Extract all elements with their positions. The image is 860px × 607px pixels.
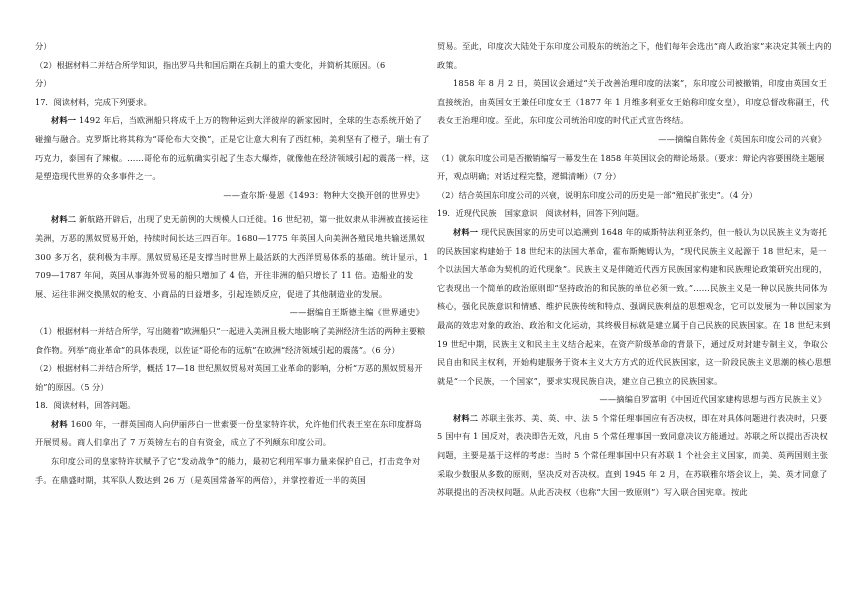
material-19-1: [437, 223, 832, 390]
material-label: 材料二: [453, 412, 479, 423]
source-citation: ——摘编自陈传金《英国东印度公司的兴衰》: [658, 133, 826, 144]
question-17-1: （1）根据材料一并结合所学，写出随着“欧洲船只”一起进入美洲且极大地影响了美洲经济生活的两种主要粮食作物。列举“商业革命”的具体表现，以佐证“哥伦布的远航”在欧洲“经济领域引起的震荡”。（6 分）: [35, 325, 426, 355]
question-17-2: （2）根据材料二并结合所学，概括 17—18 世纪黑奴贸易对英国工业革命的影响，分析“万恶的黑奴贸易开始”的原因。（5 分）: [35, 363, 423, 392]
material-19-2: [437, 409, 832, 502]
material-text: 苏联主张苏、美、英、中、法 5 个常任理事国应有否决权，即在对具体问题进行表决时，只要 5 国中有 1 国反对，表决即告无效，凡由 5 个常任理事国一致同意决议方能通过。苏联之所以提出否决权问题，主要是基于这样的考虑：当时 5 个常任理事国中只有苏联 1 个社会主义国家，而美、英两国则主张采取少数服从多数的原则，坚决反对否决权。直到 1945 年 2 月，在苏联雅尔塔会议上，美、英才同意了苏联提出的否决权问题。从此否决权（也称“大国一致原则”）写入联合国宪章。按此: [437, 412, 829, 498]
source-citation: ——摘编自罗富明《中国近代国家建构思想与西方民族主义》: [599, 394, 826, 405]
material-label: 材料一: [453, 226, 479, 237]
question-18-1: （1）就东印度公司是否撤销编写一幕发生在 1858 年英国议会的辩论场景。（要求：辩论内容要围绕主题展开，观点明确；对话过程完整，逻辑清晰）（7 分）: [437, 152, 825, 182]
material-label: 材料一: [51, 115, 77, 126]
line: 分）: [35, 41, 52, 51]
material-18: [35, 415, 430, 452]
question-16-2: （2）根据材料二并结合所学知识，指出罗马共和国后期在兵制上的重大变化，并简析其原因。（6: [35, 59, 386, 70]
material-text: 现代民族国家的历史可以追溯到 1648 年的威斯特法利亚条约，但一般认为以民族主义为寄托的民族国家构建始于 18 世纪末的法国大革命，霍布斯鲍姆认为，“现代民族主义起源于 18 世纪末，是一个以法国大革命为契机的近代现象”。民族主义是伴随近代西方民族国家构建和民族理论政策研究出现的，它表现出一个简单的政治原则即“坚持政治的和民族的单位必须一致。”……民族主义是一种以民族共同体为核心，强化民族意识和情感、维护民族传统和特点、强调民族利益的思想观念，它可以发展为一种以国家为最高的效忠对象的政治、政治和文化运动，其终极目标就是建立属于自己民族的民族国家。在 18 世纪末到 19 世纪中期，民族主义和民主主义结合起来，在资产阶级革命的背景下，通过反对封建专制主义，争取公民自由和民主权利，开始构建服务于资本主义大方方式的近代民族国家，这一阶段民族主义思潮的核心思想就是“一个民族，一个国家”，要求实现民族自决，建立自己独立的民族国家。: [437, 226, 832, 386]
left-column: [35, 0, 430, 607]
material-label: 材料: [51, 418, 68, 429]
material-text: 1492 年后，当欧洲船只将成千上万的物种运到大洋彼岸的新家园时，全球的生态系统开始了碰撞与融合。克罗斯比将其称为“哥伦布大交换”，正是它让意大利有了西红柿，美利坚有了橙子，瑞士有了巧克力，泰国有了辣椒。……哥伦布的远航确实引起了生态大爆炸，就像他在经济领域引起的震荡一样，这是塑造现代世界的众多事件之一。: [35, 115, 430, 182]
question-18-heading: 18．阅读材料，回答问题。: [35, 400, 136, 411]
question-17-heading: 17．阅读材料，完成下列要求。: [35, 96, 152, 107]
material-label: 材料二: [51, 214, 77, 225]
source-citation: ——据编自王斯德主编《世界通史》: [289, 307, 424, 318]
material-18-p2: 东印度公司的皇家特许状赋予了它“发动战争”的能力，最初它利用军事力量来保护自己，打击竞争对手。在鼎盛时期，其军队人数达到 26 万（是英国常备军的两倍），并掌控着近一半的英国: [35, 456, 421, 485]
line: 分）: [35, 78, 52, 89]
source-citation: ——查尔斯·曼恩《1493：物种大交换开创的世界史》: [223, 189, 424, 200]
right-column: [437, 0, 832, 607]
paragraph: 1858 年 8 月 2 日，英国议会通过“关于改善治理印度的法案”，东印度公司被撤销，印度由英国女王直接统治，由英国女王兼任印度女王（1877 年 1 月维多利亚女王始称印度女皇），印度总督改称副王，代表女王治理印度。至此，东印度公司统治印度的时代正式宣告终结。: [437, 78, 830, 126]
question-18-2: （2）结合英国东印度公司的兴衰，说明东印度公司的历史是一部“殖民扩张史”。（4 分）: [437, 189, 758, 200]
material-1: [35, 111, 430, 185]
material-text: 1600 年，一群英国商人向伊丽莎白一世索要一份皇家特许状，允许他们代表王室在东印度群岛开展贸易。商人们拿出了 7 万英镑左右的自有资金，成立了不列颠东印度公司。: [35, 418, 423, 448]
paragraph: 贸易。至此，印度次大陆处于东印度公司股东的统治之下，他们每年会选出“商人政治家”来决定其领土内的政策。: [437, 41, 832, 70]
material-text: 新航路开辟后，出现了史无前例的大规模人口迁徙。16 世纪初，第一批奴隶从非洲被直接运往美洲，万恶的黑奴贸易开始，持续时间长达三四百年。1680—1775 年英国人向美洲各殖民地共输送黑奴 300 多万名，获利极为丰厚。黑奴贸易还是支撑当时世界上最活跃的大西洋贸易体系的基础。统计显示，1709—1787 年间，英国从事海外贸易的船只增加了 4 倍，开往非洲的船只增长了 11 倍。造船业的发展、运往非洲交换黑奴的枪支、小商品的日益增多，引起连锁反应，促进了其他制造业的发展。: [35, 214, 429, 299]
question-19-heading: 19．近现代民族 国家意识 阅读材料，回答下列问题。: [437, 208, 644, 219]
material-2: [35, 210, 430, 303]
